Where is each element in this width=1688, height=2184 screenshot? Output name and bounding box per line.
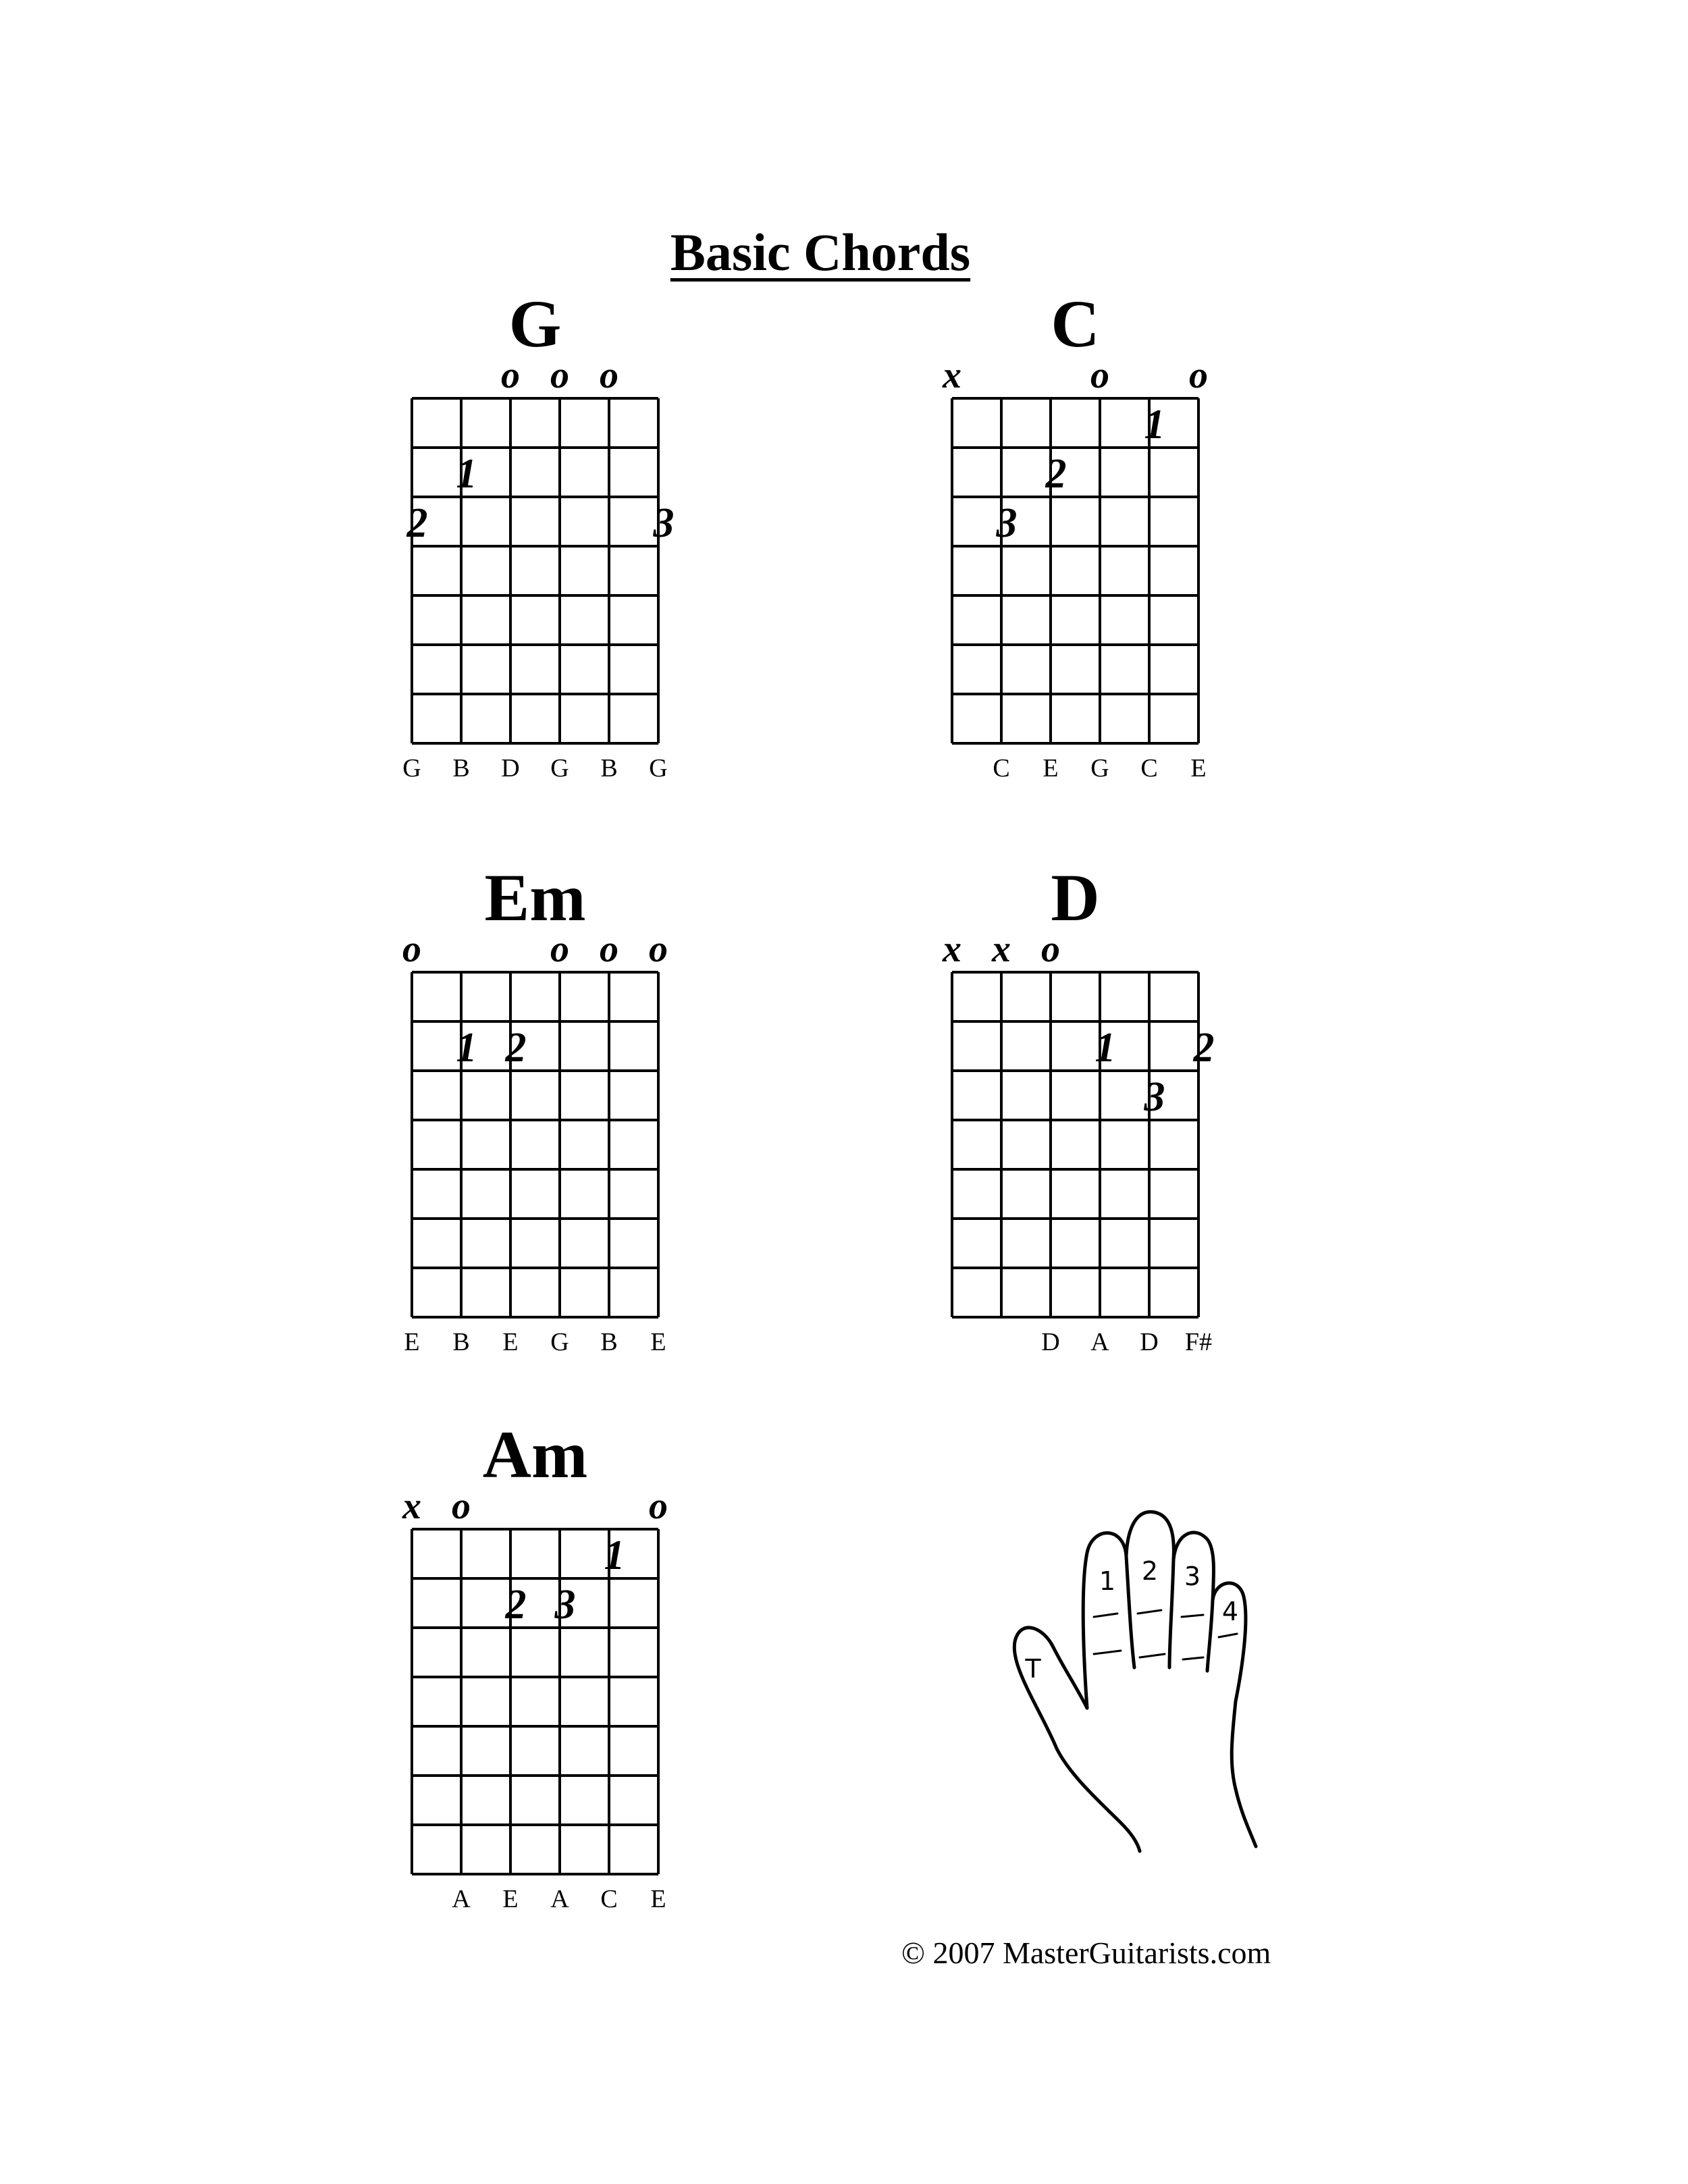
string-note-label: E [650,1885,666,1913]
string-note-label: E [502,1885,519,1913]
string-note-label: G [1090,754,1109,782]
finger-number: 2 [505,1582,527,1628]
open-string-mark: o [550,354,569,396]
open-string-mark: o [649,928,668,970]
muted-string-mark: x [992,928,1011,970]
string-note-label: B [600,754,618,782]
string-note-label: D [501,754,520,782]
hand-label-4: 4 [1221,1597,1239,1626]
string-note-label: C [600,1885,618,1913]
finger-number: 1 [604,1533,625,1578]
string-note-label: E [404,1328,420,1356]
finger-number: 2 [1193,1025,1215,1071]
open-string-mark: o [550,928,569,970]
fretboard-grid [950,970,1201,1319]
open-string-mark: o [1090,354,1109,396]
muted-string-mark: x [943,354,961,396]
string-note-label: D [1041,1328,1060,1356]
fretboard-grid [950,396,1201,745]
muted-string-mark: x [402,1485,421,1527]
open-string-mark: o [402,928,421,970]
string-note-label: A [550,1885,569,1913]
string-note-label: G [550,754,569,782]
open-string-mark: o [452,1485,471,1527]
string-note-label: B [452,754,470,782]
thumb-outline [1014,1628,1087,1749]
string-note-label: E [650,1328,666,1356]
open-string-mark: o [1041,928,1060,970]
hand-label-1: 1 [1099,1566,1116,1596]
open-string-mark: o [600,354,618,396]
string-note-label: C [993,754,1010,782]
wrist-outline [1057,1749,1140,1851]
string-note-label: F# [1184,1328,1213,1356]
string-note-label: E [1190,754,1207,782]
finger-number: 2 [406,500,428,546]
open-string-mark: o [600,928,618,970]
finger-number: 3 [1144,1074,1165,1120]
string-note-label: E [1043,754,1059,782]
string-note-label: C [1140,754,1158,782]
open-string-mark: o [501,354,520,396]
chord-name: Em [484,860,586,935]
string-note-label: B [600,1328,618,1356]
chord-name: Am [482,1417,588,1492]
finger-number: 1 [1144,402,1165,448]
finger-number: 3 [554,1582,576,1628]
palm-outline [1232,1701,1256,1846]
fretboard-grid [410,970,660,1319]
string-note-label: A [1090,1328,1109,1356]
finger-number: 1 [1094,1025,1116,1071]
finger-number: 3 [996,500,1018,546]
page-title: Basic Chords [670,223,971,282]
string-note-label: G [402,754,421,782]
hand-label-3: 3 [1184,1562,1201,1591]
finger-number: 1 [456,1025,477,1071]
muted-string-mark: x [943,928,961,970]
string-note-label: A [452,1885,471,1913]
finger-number: 1 [456,451,477,497]
hand-label-2: 2 [1141,1556,1159,1586]
string-note-label: G [649,754,668,782]
fretboard-grid [410,1527,660,1876]
index-finger-outline [1083,1533,1134,1708]
string-note-label: G [550,1328,569,1356]
string-note-label: E [502,1328,519,1356]
string-note-label: B [452,1328,470,1356]
open-string-mark: o [649,1485,668,1527]
hand-finger-chart-icon [993,1506,1371,1857]
fretboard-grid [410,396,660,745]
chord-name: C [1051,286,1100,361]
string-note-label: D [1140,1328,1159,1356]
open-string-mark: o [1189,354,1208,396]
chord-name: G [508,286,562,361]
finger-number: 3 [653,500,675,546]
finger-number: 2 [1045,451,1067,497]
ring-finger-outline [1173,1533,1214,1671]
hand-label-thumb: T [1025,1654,1041,1684]
finger-number: 2 [505,1025,527,1071]
chord-name: D [1051,860,1100,935]
copyright-notice: © 2007 MasterGuitarists.com [901,1936,1271,1970]
